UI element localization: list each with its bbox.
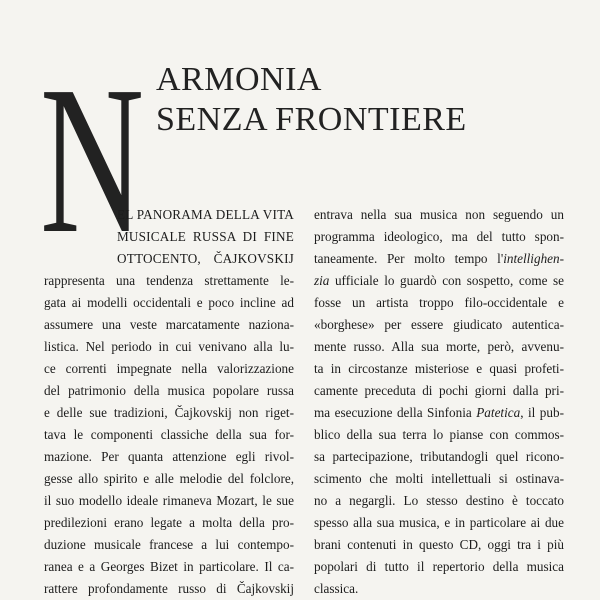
text-line: assumere una veste marcatamente naziona- [44,317,294,332]
text-line: duzione musicale francese a lui contempo- [44,537,294,552]
drop-cap: N [40,42,145,277]
text-line: MUSICALE RUSSA DI FINE [117,229,294,244]
italic-title: Patetica [476,405,521,420]
text-line: fosse un artista troppo filo-occidentale e [314,295,564,310]
text-line: gata ai modelli occidentali e poco incline ad [44,295,294,310]
text-line: no a negargli. Lo stesso destino è toccato [314,493,564,508]
text-line: ranea e a Georges Bizet in particolare. Il ca- [44,559,294,574]
text-line: spesso alla sua musica, e in particolare ai due [314,515,564,530]
text-line [314,402,564,424]
text-line [314,270,564,292]
text-line: predilezioni erano legate a molta della pro- [44,515,294,530]
text-line: e delle sue tradizioni, Čajkovskij non riget- [44,405,294,420]
text-line: il suo modello ideale rimaneva Mozart, le sue [44,493,294,508]
text-line: brani contenuti in questo CD, oggi tra i più [314,537,564,552]
text-line: OTTOCENTO, ČAJKOVSKIJ [117,251,294,266]
text-line: classica. [314,581,359,596]
text-line: programma ideologico, ma del tutto spon- [314,229,564,244]
text-line: gesse allo spirito e alle melodie del folclore, [44,471,294,486]
text-line: mente russo. Alla sua morte, però, avvenu- [314,339,564,354]
text-line: listica. Nel periodo in cui venivano alla lu- [44,339,294,354]
text-line [314,248,564,270]
page-title [156,60,467,140]
text-run: , il pub- [520,405,564,420]
left-column [44,204,294,600]
text-line: popolari di tutto il repertorio della musica [314,559,564,574]
text-line: rattere profondamente russo di Čajkovskij [44,581,294,596]
text-line: entrava nella sua musica non seguendo un [314,207,564,222]
text-run: taneamente. Per molto tempo l' [314,251,504,266]
text-line: sa partecipazione, tributandogli quel ricono- [314,449,564,464]
right-column [314,204,564,600]
text-run: ufficiale lo guardò con sospetto, come se [329,273,564,288]
text-line: «borghese» per essere giudicato autentica- [314,317,564,332]
title-line-2: SENZA FRONTIERE [156,101,467,138]
title-line-1: ARMONIA [156,61,322,98]
text-line: rappresenta una tendenza strettamente le- [44,273,294,288]
text-line: camente preceduta di pochi giorni dalla pri- [314,383,564,398]
text-line: mazione. Per quanta attenzione egli rivol- [44,449,294,464]
text-run: ma esecuzione della Sinfonia [314,405,477,420]
text-line: ta in circostanze misteriose e quasi profeti- [314,361,564,376]
text-line: del patrimonio della musica popolare russa [44,383,294,398]
italic-term: intellighen- [503,251,564,266]
text-line: scimento che molti intellettuali si ostinava- [314,471,564,486]
text-line: blico della sua terra lo pianse con commos- [314,427,564,442]
text-line: tava le componenti classiche della sua for- [44,427,294,442]
italic-term: zia [314,273,330,288]
text-line: ce correnti impegnate nella valorizzazione [44,361,294,376]
text-line: EL PANORAMA DELLA VITA [117,207,294,222]
